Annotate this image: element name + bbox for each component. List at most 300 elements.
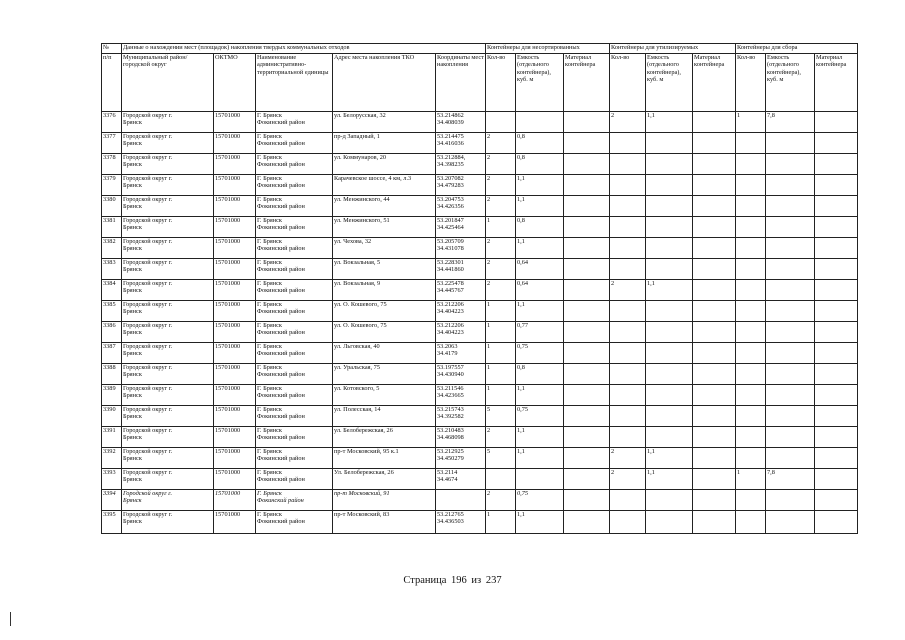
cell-admin-unit-line-2: Фокинский район (257, 266, 305, 274)
cell-count-collect (736, 343, 766, 364)
cell-coords-line-1: 53.207082 (437, 175, 464, 182)
cell-material-unsorted (564, 469, 610, 490)
cell-material-unsorted (564, 175, 610, 196)
table-row (102, 154, 858, 175)
cell-oktmo: 15701000 (214, 364, 256, 385)
header-no-pp: п/п (102, 54, 122, 112)
cell-coords-line-1: 53.210483 (437, 427, 464, 434)
cell-count-unsorted: 2 (486, 175, 516, 196)
table-row (102, 112, 858, 133)
cell-coords (436, 196, 486, 217)
cell-count-collect (736, 175, 766, 196)
cell-coords-line-2: 34.425464 (437, 224, 464, 232)
cell-count-recycle (610, 154, 646, 175)
header-count-recycle: Кол-во (610, 54, 646, 112)
cell-material-collect (815, 364, 858, 385)
cell-municipal-line-1: Городской округ г. (123, 385, 173, 392)
table-row (102, 385, 858, 406)
cell-capacity-recycle: 1,1 (646, 112, 693, 133)
cell-admin-unit (256, 511, 333, 534)
cell-count-collect (736, 448, 766, 469)
cell-address: Карачевское шоссе, 4 км, л.3 (333, 175, 436, 196)
cell-count-unsorted: 2 (486, 196, 516, 217)
cell-count-collect (736, 385, 766, 406)
cell-capacity-recycle (646, 259, 693, 280)
cell-capacity-recycle: 1,1 (646, 448, 693, 469)
header-address: Адрес места накопления ТКО (333, 54, 436, 112)
cell-oktmo: 15701000 (214, 427, 256, 448)
cell-municipal (122, 280, 214, 301)
cell-admin-unit-line-1: Г. Брянск (257, 133, 282, 140)
header-row-groups (102, 44, 858, 54)
cell-municipal-line-2: Брянск (123, 287, 142, 295)
cell-address: пр-т Московский, 91 (333, 490, 436, 511)
cell-municipal (122, 133, 214, 154)
cell-capacity-recycle (646, 427, 693, 448)
cell-admin-unit (256, 238, 333, 259)
cell-capacity-collect (766, 322, 815, 343)
cell-material-recycle (693, 259, 736, 280)
cell-capacity-recycle (646, 238, 693, 259)
cell-material-unsorted (564, 217, 610, 238)
cell-coords-line-2: 34.398235 (437, 161, 464, 169)
cell-municipal-line-2: Брянск (123, 434, 142, 442)
cell-admin-unit-line-2: Фокинский район (257, 119, 305, 127)
cell-oktmo: 15701000 (214, 154, 256, 175)
cell-admin-unit-line-2: Фокинский район (257, 371, 305, 379)
cell-capacity-recycle (646, 406, 693, 427)
cell-oktmo: 15701000 (214, 448, 256, 469)
cell-coords-line-1: 53.211546 (437, 385, 464, 392)
cell-admin-unit-line-2: Фокинский район (257, 287, 305, 295)
table-body (102, 112, 858, 534)
cell-address: Ул. Белобережская, 26 (333, 469, 436, 490)
cell-count-recycle: 2 (610, 112, 646, 133)
cell-municipal-line-1: Городской округ г. (123, 154, 173, 161)
cell-municipal (122, 217, 214, 238)
cell-material-unsorted (564, 343, 610, 364)
cell-material-recycle (693, 175, 736, 196)
cell-material-collect (815, 448, 858, 469)
cell-capacity-collect (766, 133, 815, 154)
cell-count-unsorted: 2 (486, 259, 516, 280)
cell-capacity-collect (766, 175, 815, 196)
cell-count-collect (736, 427, 766, 448)
cell-coords-line-1: 53.212925 (437, 448, 464, 455)
cell-count-collect (736, 301, 766, 322)
table-row (102, 511, 858, 534)
cell-admin-unit-line-1: Г. Брянск (257, 490, 282, 497)
cell-no: 3386 (102, 322, 122, 343)
cell-admin-unit-line-1: Г. Брянск (257, 406, 282, 413)
cell-count-collect: 1 (736, 469, 766, 490)
table-row (102, 259, 858, 280)
cell-municipal-line-1: Городской округ г. (123, 490, 173, 497)
cell-material-collect (815, 175, 858, 196)
cell-coords (436, 133, 486, 154)
cell-coords-line-2: 34.392582 (437, 413, 464, 421)
cell-capacity-recycle: 1,1 (646, 469, 693, 490)
cell-count-recycle (610, 490, 646, 511)
header-material-collect: Материал контейнера (815, 54, 858, 112)
cell-coords-line-1: 53.212206 (437, 322, 464, 329)
cell-capacity-unsorted: 1,1 (516, 385, 564, 406)
cell-coords (436, 448, 486, 469)
cell-admin-unit (256, 133, 333, 154)
cell-coords (436, 406, 486, 427)
cell-count-recycle (610, 196, 646, 217)
cell-coords-line-2: 34.445767 (437, 287, 464, 295)
cell-capacity-recycle (646, 490, 693, 511)
cell-municipal-line-2: Брянск (123, 455, 142, 463)
cell-address: ул. Белорусская, 32 (333, 112, 436, 133)
cell-material-recycle (693, 406, 736, 427)
cell-admin-unit-line-2: Фокинский район (257, 455, 305, 463)
cell-material-collect (815, 322, 858, 343)
cell-capacity-collect (766, 364, 815, 385)
cell-admin-unit-line-1: Г. Брянск (257, 364, 282, 371)
cell-coords-line-2: 34.479283 (437, 182, 464, 190)
cell-count-unsorted: 5 (486, 448, 516, 469)
table-row (102, 133, 858, 154)
cell-count-recycle (610, 406, 646, 427)
cell-coords (436, 511, 486, 534)
cell-municipal (122, 427, 214, 448)
table-row (102, 427, 858, 448)
cell-admin-unit (256, 217, 333, 238)
cell-municipal-line-1: Городской округ г. (123, 196, 173, 203)
cell-material-collect (815, 301, 858, 322)
cell-count-recycle (610, 133, 646, 154)
cell-admin-unit-line-2: Фокинский район (257, 182, 305, 190)
cell-address: ул. Менжинского, 51 (333, 217, 436, 238)
cell-coords-line-2: 34.426356 (437, 203, 464, 211)
cell-material-collect (815, 343, 858, 364)
cell-no: 3377 (102, 133, 122, 154)
cell-count-recycle (610, 343, 646, 364)
cell-no: 3392 (102, 448, 122, 469)
header-material-recycle: Материал контейнера (693, 54, 736, 112)
cell-material-recycle (693, 490, 736, 511)
cell-count-unsorted (486, 469, 516, 490)
cell-oktmo: 15701000 (214, 490, 256, 511)
cell-no: 3391 (102, 427, 122, 448)
cell-municipal-line-1: Городской округ г. (123, 427, 173, 434)
cell-capacity-collect (766, 238, 815, 259)
cell-no: 3379 (102, 175, 122, 196)
cell-coords-line-2: 34.441860 (437, 266, 464, 274)
cell-count-unsorted: 2 (486, 154, 516, 175)
cell-admin-unit (256, 196, 333, 217)
cell-municipal (122, 511, 214, 534)
cell-material-collect (815, 154, 858, 175)
cell-capacity-recycle (646, 343, 693, 364)
cell-count-recycle (610, 427, 646, 448)
cell-capacity-collect (766, 217, 815, 238)
cell-municipal-line-1: Городской округ г. (123, 238, 173, 245)
cell-count-collect (736, 280, 766, 301)
cell-capacity-recycle (646, 133, 693, 154)
cell-count-recycle: 2 (610, 280, 646, 301)
cell-material-recycle (693, 301, 736, 322)
cell-capacity-unsorted: 1,1 (516, 511, 564, 534)
cell-count-recycle (610, 301, 646, 322)
cell-material-unsorted (564, 427, 610, 448)
header-capacity-unsorted: Емкость (отдельного контейнера), куб. м (516, 54, 564, 112)
cell-address: пр-д Западный, 1 (333, 133, 436, 154)
cell-municipal-line-2: Брянск (123, 182, 142, 190)
cell-coords-line-1: 53.205709 (437, 238, 464, 245)
cell-coords-line-2: 34.468098 (437, 434, 464, 442)
cell-count-collect (736, 490, 766, 511)
cell-address: пр-т Московский, 83 (333, 511, 436, 534)
cell-coords (436, 322, 486, 343)
cell-material-collect (815, 280, 858, 301)
cell-address: ул. Уральская, 75 (333, 364, 436, 385)
cell-municipal-line-1: Городской округ г. (123, 364, 173, 371)
cell-count-collect: 1 (736, 112, 766, 133)
cell-capacity-recycle: 1,1 (646, 280, 693, 301)
cell-coords (436, 385, 486, 406)
cell-coords (436, 469, 486, 490)
header-group-collect: Контейнеры для сбора (736, 44, 858, 54)
cell-oktmo: 15701000 (214, 343, 256, 364)
cell-admin-unit (256, 469, 333, 490)
cell-capacity-unsorted: 0,75 (516, 490, 564, 511)
cell-count-collect (736, 133, 766, 154)
cell-no: 3388 (102, 364, 122, 385)
cell-admin-unit (256, 259, 333, 280)
cell-material-recycle (693, 154, 736, 175)
cell-municipal (122, 196, 214, 217)
cell-admin-unit-line-1: Г. Брянск (257, 259, 282, 266)
cell-count-unsorted: 5 (486, 406, 516, 427)
cell-coords-line-2: 34.416036 (437, 140, 464, 148)
cell-count-unsorted: 1 (486, 322, 516, 343)
header-admin-unit: Наименование административно-территориальной единицы (256, 54, 333, 112)
cell-oktmo: 15701000 (214, 385, 256, 406)
table-row (102, 406, 858, 427)
cell-municipal-line-1: Городской округ г. (123, 406, 173, 413)
cell-admin-unit (256, 322, 333, 343)
cell-coords (436, 364, 486, 385)
cell-material-collect (815, 238, 858, 259)
cell-capacity-unsorted: 0,8 (516, 133, 564, 154)
cell-oktmo: 15701000 (214, 217, 256, 238)
cell-material-recycle (693, 448, 736, 469)
cell-coords (436, 490, 486, 511)
cell-oktmo: 15701000 (214, 259, 256, 280)
waste-sites-table (101, 43, 858, 534)
cell-municipal-line-1: Городской округ г. (123, 511, 173, 518)
cell-count-collect (736, 217, 766, 238)
cell-count-recycle: 2 (610, 469, 646, 490)
cell-admin-unit-line-1: Г. Брянск (257, 217, 282, 224)
cell-address: ул. Вокзальная, 5 (333, 259, 436, 280)
cell-admin-unit (256, 112, 333, 133)
cell-municipal (122, 175, 214, 196)
cell-material-collect (815, 385, 858, 406)
cell-capacity-unsorted: 1,1 (516, 196, 564, 217)
cell-coords-line-2: 34.436503 (437, 518, 464, 526)
cell-capacity-unsorted: 0,77 (516, 322, 564, 343)
cell-capacity-unsorted: 0,8 (516, 154, 564, 175)
cell-capacity-collect: 7,8 (766, 469, 815, 490)
cell-count-recycle: 2 (610, 448, 646, 469)
cell-coords-line-2: 34.431078 (437, 245, 464, 253)
header-group-main: Данные о нахождении мест (площадок) накопления твердых коммунальных отходов (122, 44, 486, 54)
cell-oktmo: 15701000 (214, 280, 256, 301)
header-no: № (102, 44, 122, 54)
cell-count-unsorted: 2 (486, 427, 516, 448)
cell-coords-line-1: 53.212206 (437, 301, 464, 308)
cell-coords-line-2: 34.4674 (437, 476, 458, 484)
cell-count-unsorted (486, 112, 516, 133)
cell-capacity-collect (766, 385, 815, 406)
cell-coords-line-1: 53.212884, (437, 154, 466, 161)
cell-municipal-line-2: Брянск (123, 371, 142, 379)
page-footer (0, 575, 905, 586)
cell-material-recycle (693, 238, 736, 259)
header-material-unsorted: Материал контейнера (564, 54, 610, 112)
cell-admin-unit (256, 175, 333, 196)
cell-municipal-line-1: Городской округ г. (123, 301, 173, 308)
cell-material-recycle (693, 133, 736, 154)
cell-coords (436, 301, 486, 322)
cell-admin-unit-line-2: Фокинский район (257, 413, 305, 421)
cell-oktmo: 15701000 (214, 196, 256, 217)
cell-admin-unit-line-1: Г. Брянск (257, 301, 282, 308)
cell-capacity-unsorted: 1,1 (516, 448, 564, 469)
cell-municipal (122, 490, 214, 511)
cell-count-collect (736, 364, 766, 385)
cell-count-unsorted: 2 (486, 238, 516, 259)
cell-no: 3389 (102, 385, 122, 406)
cell-municipal-line-2: Брянск (123, 308, 142, 316)
cell-capacity-unsorted: 1,1 (516, 301, 564, 322)
cell-count-unsorted: 2 (486, 133, 516, 154)
cell-material-unsorted (564, 196, 610, 217)
cell-material-unsorted (564, 112, 610, 133)
cell-material-recycle (693, 364, 736, 385)
cell-admin-unit-line-2: Фокинский район (257, 203, 305, 211)
cell-municipal (122, 469, 214, 490)
cell-material-unsorted (564, 406, 610, 427)
cell-material-unsorted (564, 490, 610, 511)
cell-municipal-line-1: Городской округ г. (123, 133, 173, 140)
cell-municipal (122, 385, 214, 406)
cell-admin-unit-line-1: Г. Брянск (257, 322, 282, 329)
cell-count-recycle (610, 385, 646, 406)
header-oktmo: ОКТМО (214, 54, 256, 112)
cell-admin-unit-line-2: Фокинский район (257, 140, 305, 148)
cell-admin-unit (256, 385, 333, 406)
cell-capacity-recycle (646, 196, 693, 217)
cell-municipal-line-2: Брянск (123, 392, 142, 400)
waste-sites-table-sheet (101, 43, 858, 534)
table-row (102, 196, 858, 217)
cell-capacity-collect (766, 511, 815, 534)
cell-municipal (122, 364, 214, 385)
cell-capacity-unsorted: 0,8 (516, 217, 564, 238)
table-row (102, 301, 858, 322)
cell-admin-unit (256, 427, 333, 448)
cell-municipal (122, 301, 214, 322)
cell-oktmo: 15701000 (214, 469, 256, 490)
cell-admin-unit-line-1: Г. Брянск (257, 175, 282, 182)
cell-material-recycle (693, 469, 736, 490)
cell-oktmo: 15701000 (214, 112, 256, 133)
cell-admin-unit-line-1: Г. Брянск (257, 196, 282, 203)
cell-municipal (122, 343, 214, 364)
cell-material-unsorted (564, 154, 610, 175)
cell-municipal-line-2: Брянск (123, 203, 142, 211)
cell-coords-line-1: 53.197557 (437, 364, 464, 371)
cell-municipal-line-1: Городской округ г. (123, 175, 173, 182)
cell-admin-unit-line-2: Фокинский район (257, 518, 305, 526)
table-row (102, 322, 858, 343)
cell-coords-line-1: 53.214475 (437, 133, 464, 140)
table-row (102, 175, 858, 196)
cell-oktmo: 15701000 (214, 175, 256, 196)
scan-margin-mark (10, 612, 11, 626)
cell-material-collect (815, 469, 858, 490)
cell-no: 3384 (102, 280, 122, 301)
cell-municipal-line-1: Городской округ г. (123, 343, 173, 350)
cell-address: ул. Белобережская, 26 (333, 427, 436, 448)
cell-material-collect (815, 427, 858, 448)
cell-material-unsorted (564, 238, 610, 259)
cell-coords-line-1: 53.2063 (437, 343, 458, 350)
cell-no: 3394 (102, 490, 122, 511)
table-row (102, 490, 858, 511)
cell-material-recycle (693, 280, 736, 301)
cell-address: ул. Котовского, 5 (333, 385, 436, 406)
cell-admin-unit (256, 490, 333, 511)
cell-no: 3382 (102, 238, 122, 259)
cell-capacity-collect (766, 280, 815, 301)
cell-coords-line-2: 34.450279 (437, 455, 464, 463)
cell-count-collect (736, 511, 766, 534)
cell-capacity-recycle (646, 154, 693, 175)
cell-material-unsorted (564, 448, 610, 469)
cell-admin-unit (256, 406, 333, 427)
cell-material-unsorted (564, 364, 610, 385)
cell-admin-unit (256, 154, 333, 175)
cell-admin-unit-line-2: Фокинский район (257, 476, 305, 484)
cell-count-unsorted: 1 (486, 511, 516, 534)
cell-no: 3381 (102, 217, 122, 238)
cell-admin-unit (256, 448, 333, 469)
cell-address: ул. Чехова, 32 (333, 238, 436, 259)
cell-admin-unit (256, 280, 333, 301)
cell-no: 3395 (102, 511, 122, 534)
cell-material-collect (815, 406, 858, 427)
cell-capacity-unsorted: 0,75 (516, 406, 564, 427)
cell-material-collect (815, 133, 858, 154)
cell-count-recycle (610, 364, 646, 385)
cell-count-unsorted: 2 (486, 280, 516, 301)
cell-count-recycle (610, 259, 646, 280)
cell-municipal (122, 448, 214, 469)
cell-coords-line-1: 53.201847 (437, 217, 464, 224)
cell-admin-unit-line-2: Фокинский район (257, 224, 305, 232)
cell-capacity-recycle (646, 301, 693, 322)
cell-no: 3378 (102, 154, 122, 175)
cell-oktmo: 15701000 (214, 511, 256, 534)
cell-material-recycle (693, 343, 736, 364)
cell-address: ул. О. Кошевого, 75 (333, 301, 436, 322)
